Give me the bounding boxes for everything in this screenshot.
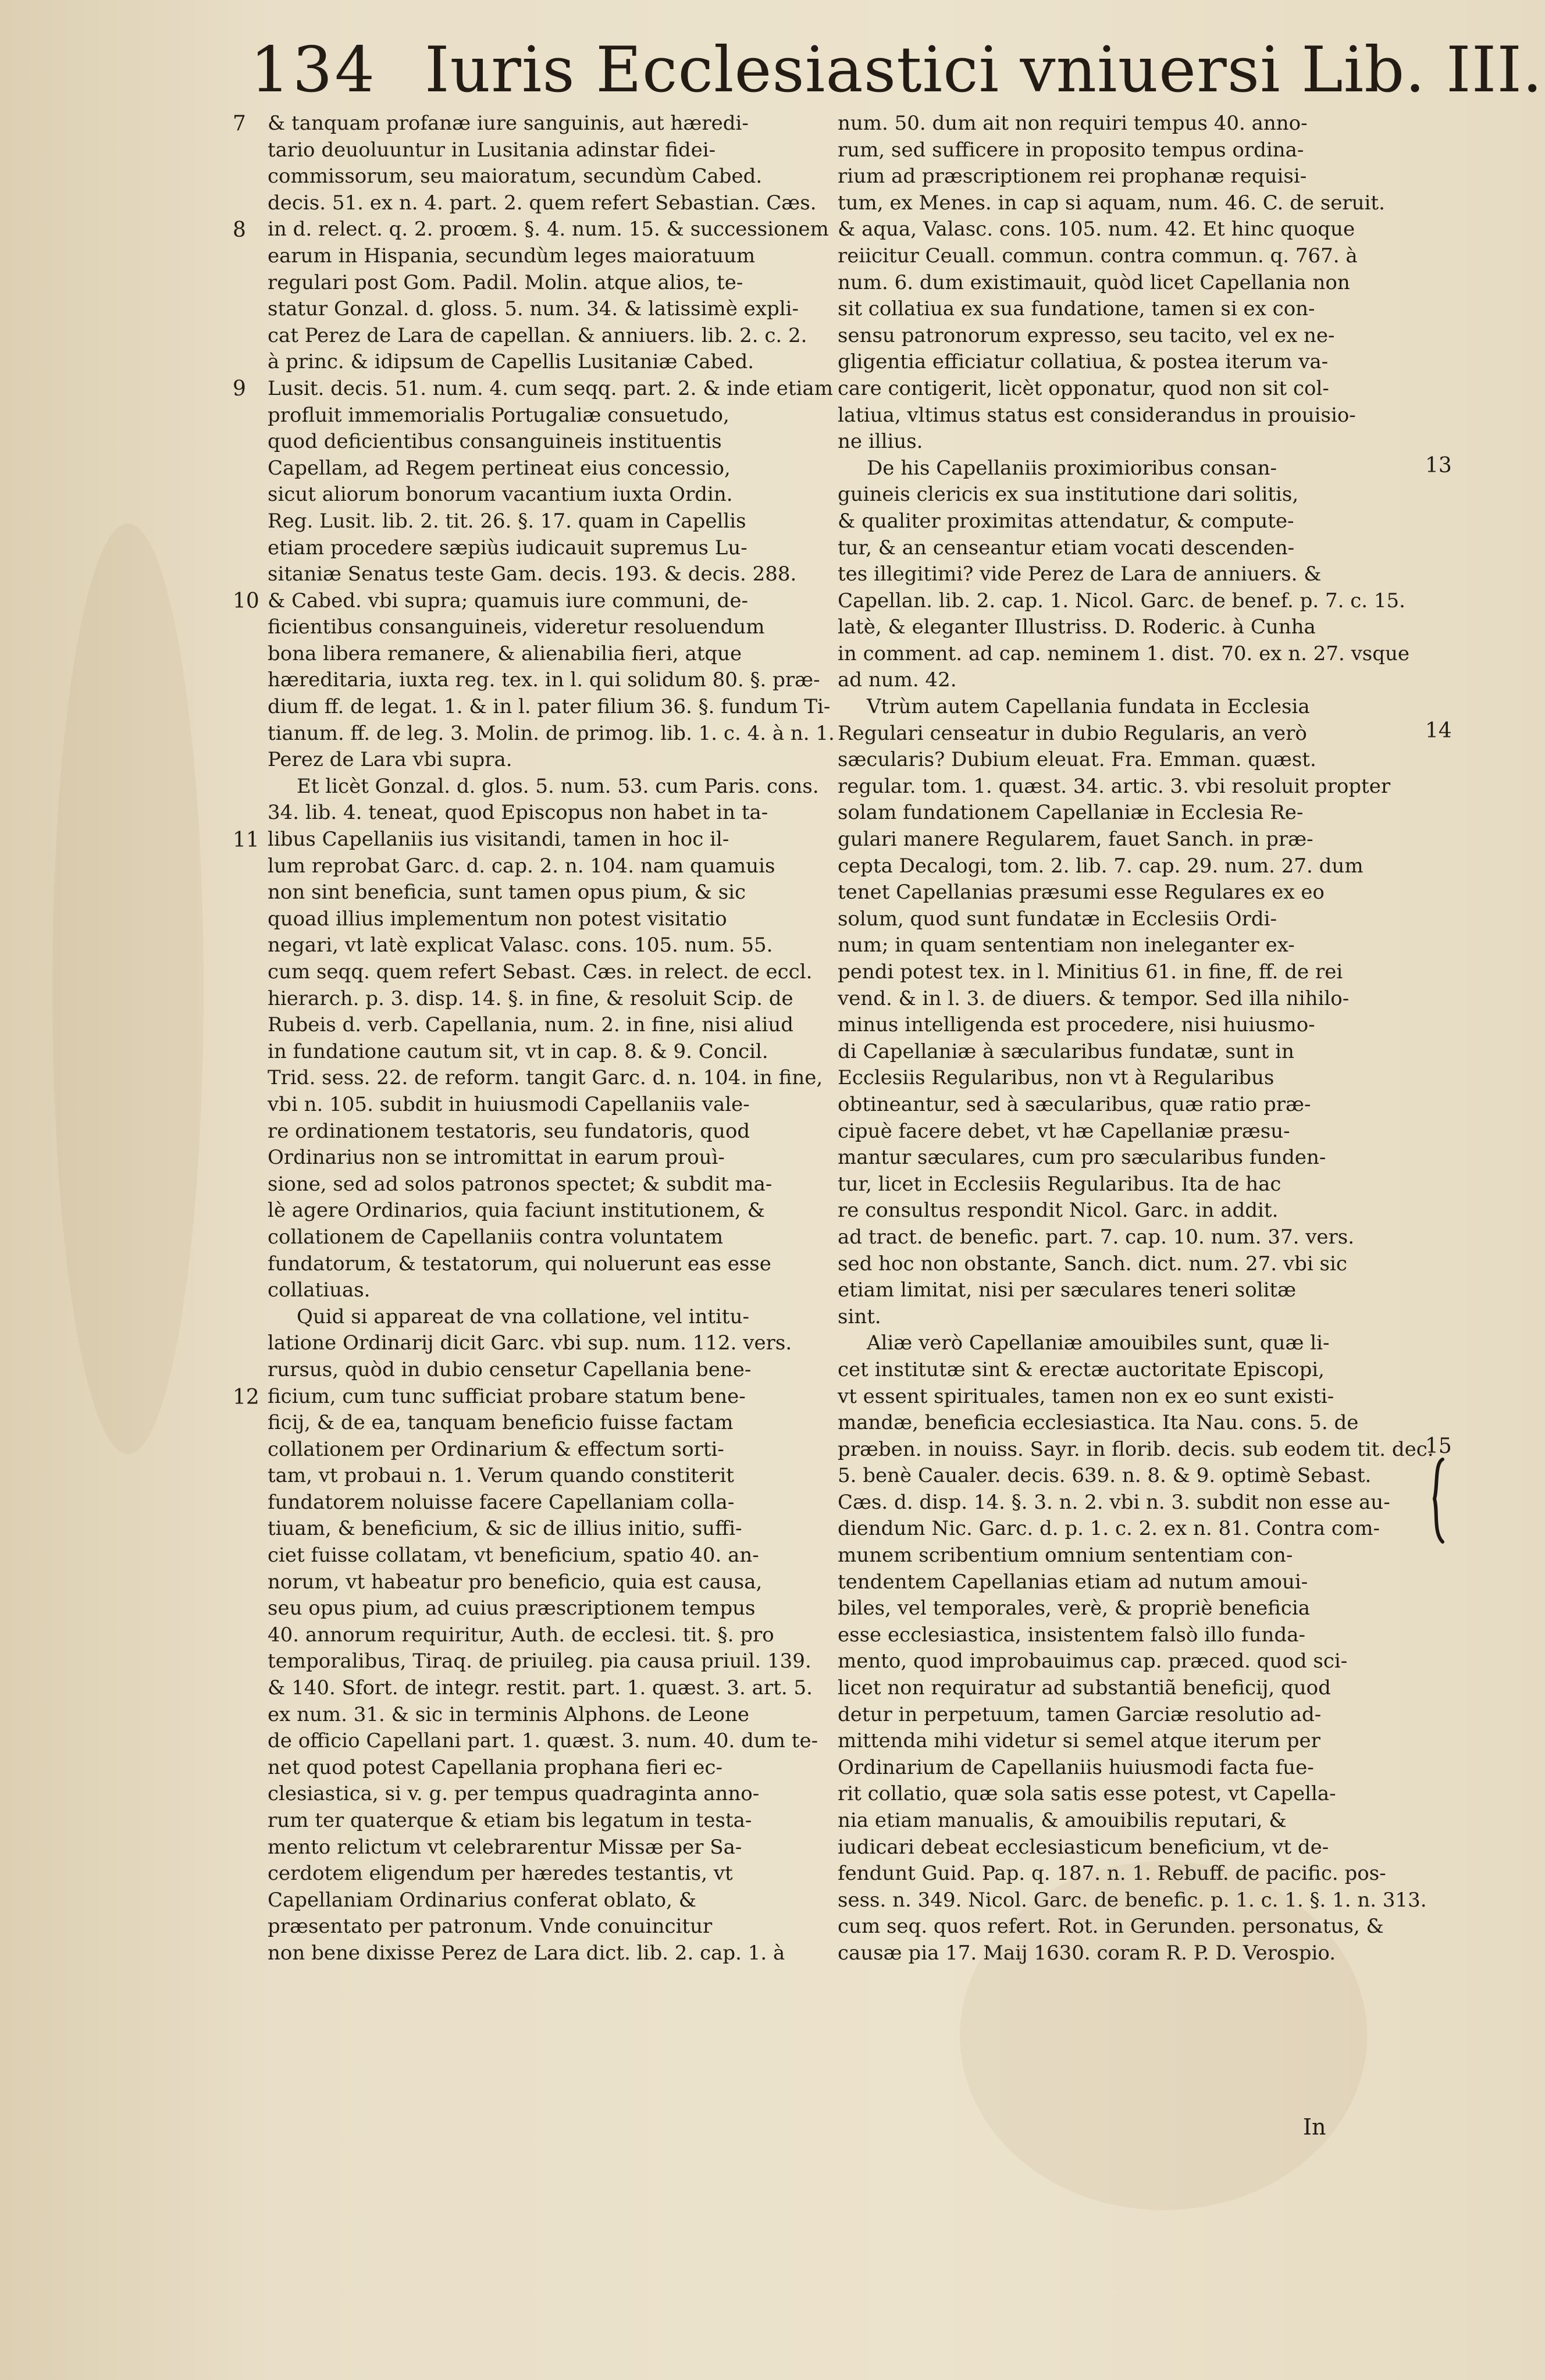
- text-line: mento, quod improbauimus cap. præced. quod sci-: [838, 1649, 1348, 1673]
- right-text-column: [838, 111, 1434, 1967]
- text-line: & aqua, Valasc. cons. 105. num. 42. Et hinc quoque: [838, 218, 1355, 241]
- text-line: esse ecclesiastica, insistentem falsò illo funda-: [838, 1623, 1305, 1647]
- text-line: sess. n. 349. Nicol. Garc. de benefic. p. 1. c. 1. §. 1. n. 313.: [838, 1888, 1427, 1912]
- text-line: De his Capellaniis proximioribus consan-: [867, 456, 1277, 480]
- text-line: fundatorum, & testatorum, qui noluerunt eas esse: [268, 1252, 771, 1275]
- text-line: vbi n. 105. subdit in huiusmodi Capellaniis vale-: [268, 1092, 750, 1116]
- text-line: statur Gonzal. d. gloss. 5. num. 34. & latissimè expli-: [268, 297, 799, 321]
- text-line: sione, sed ad solos patronos spectet; & subdit ma-: [268, 1172, 772, 1196]
- margin-number: 12: [233, 1385, 259, 1409]
- text-line: ciet fuisse collatam, vt beneficium, spatio 40. an-: [268, 1544, 759, 1567]
- text-line: gligentia efficiatur collatiua, & postea iterum va-: [838, 350, 1329, 374]
- text-line: cum seq. quos refert. Rot. in Gerunden. personatus, &: [838, 1915, 1384, 1939]
- text-line: 34. lib. 4. teneat, quod Episcopus non habet in ta-: [268, 801, 768, 825]
- text-line: mittenda mihi videtur si semel atque iterum per: [838, 1729, 1320, 1753]
- text-line: bona libera remanere, & alienabilia fieri, atque: [268, 642, 742, 665]
- margin-number: 8: [233, 218, 246, 242]
- text-line: biles, vel temporales, verè, & propriè beneficia: [838, 1597, 1311, 1620]
- text-line: Regulari censeatur in dubio Regularis, an verò: [838, 721, 1307, 745]
- text-line: de officio Capellani part. 1. quæst. 3. num. 40. dum te-: [268, 1729, 818, 1753]
- text-line: solam fundationem Capellaniæ in Ecclesia Re-: [838, 801, 1304, 825]
- text-line: Vtrùm autem Capellania fundata in Ecclesia: [867, 695, 1310, 719]
- text-line: cet institutæ sint & erectæ auctoritate Episcopi,: [838, 1358, 1325, 1381]
- text-line: net quod potest Capellania prophana fieri ec-: [268, 1755, 722, 1779]
- text-line: rium ad præscriptionem rei prophanæ requisi-: [838, 165, 1307, 188]
- text-line: nia etiam manualis, & amouibilis reputari, &: [838, 1809, 1287, 1832]
- text-line: & tanquam profanæ iure sanguinis, aut hæredi-: [268, 112, 749, 135]
- text-line: ad tract. de benefic. part. 7. cap. 10. num. 37. vers.: [838, 1225, 1355, 1249]
- text-line: fundatorem noluisse facere Capellaniam colla-: [268, 1490, 735, 1514]
- text-line: iudicari debeat ecclesiasticum beneficium, vt de-: [838, 1835, 1329, 1859]
- text-line: detur in perpetuum, tamen Garciæ resolutio ad-: [838, 1702, 1322, 1726]
- text-line: Ordinarius non se intromittat in earum prouì-: [268, 1146, 725, 1170]
- text-line: quoad illius implementum non potest visitatio: [268, 907, 727, 931]
- margin-number: 10: [233, 589, 259, 613]
- text-line: tario deuoluuntur in Lusitania adinstar fidei-: [268, 138, 716, 162]
- margin-number: 11: [233, 828, 259, 852]
- text-line: Quid si appareat de vna collatione, vel intitu-: [297, 1305, 749, 1328]
- text-line: seu opus pium, ad cuius præscriptionem tempus: [268, 1597, 756, 1620]
- text-line: earum in Hispania, secundùm leges maioratuum: [268, 244, 756, 268]
- text-line: in comment. ad cap. neminem 1. dist. 70. ex n. 27. vsque: [838, 642, 1410, 665]
- text-line: etiam procedere sæpiùs iudicauit supremus Lu-: [268, 536, 747, 560]
- text-line: tur, & an censeantur etiam vocati descenden-: [838, 536, 1295, 560]
- text-line: hierarch. p. 3. disp. 14. §. in fine, & resoluit Scip. de: [268, 986, 793, 1010]
- text-line: in d. relect. q. 2. proœm. §. 4. num. 15. & successionem: [268, 218, 829, 241]
- page-number: 134: [250, 34, 378, 106]
- text-line: Ordinarium de Capellaniis huiusmodi facta fue-: [838, 1755, 1314, 1779]
- text-line: commissorum, seu maioratum, secundùm Cabed.: [268, 165, 763, 188]
- text-line: sensu patronorum expresso, seu tacito, vel ex ne-: [838, 323, 1335, 347]
- text-line: Capellan. lib. 2. cap. 1. Nicol. Garc. de benef. p. 7. c. 15.: [838, 589, 1405, 612]
- text-line: Capellaniam Ordinarius conferat oblato, &: [268, 1888, 696, 1912]
- text-line: Lusit. decis. 51. num. 4. cum seqq. part. 2. & inde etiam: [268, 376, 833, 400]
- text-line: 40. annorum requiritur, Auth. de ecclesi. tit. §. pro: [268, 1623, 774, 1647]
- text-line: diendum Nic. Garc. d. p. 1. c. 2. ex n. 81. Contra com-: [838, 1517, 1380, 1541]
- text-line: ex num. 31. & sic in terminis Alphons. de Leone: [268, 1702, 750, 1726]
- text-line: care contigerit, licèt opponatur, quod non sit col-: [838, 376, 1329, 400]
- text-line: etiam limitat, nisi per sæculares teneri solitæ: [838, 1278, 1297, 1302]
- text-line: norum, vt habeatur pro beneficio, quia est causa,: [268, 1570, 763, 1594]
- text-line: solum, quod sunt fundatæ in Ecclesiis Ordi-: [838, 907, 1277, 931]
- text-line: ficium, cum tunc sufficiat probare statum bene-: [268, 1384, 746, 1408]
- text-line: præben. in nouiss. Sayr. in florib. decis. sub eodem tit. dec.: [838, 1437, 1434, 1461]
- text-line: Cæs. d. disp. 14. §. 3. n. 2. vbi n. 3. subdit non esse au-: [838, 1490, 1390, 1514]
- text-line: negari, vt latè explicat Valasc. cons. 105. num. 55.: [268, 934, 773, 957]
- text-line: tianum. ff. de leg. 3. Molin. de primog. lib. 1. c. 4. à n. 1.: [268, 721, 835, 745]
- text-line: cat Perez de Lara de capellan. & anniuers. lib. 2. c. 2.: [268, 323, 807, 347]
- paper-stain: [52, 523, 204, 1454]
- text-line: sint.: [838, 1305, 881, 1328]
- text-line: sed hoc non obstante, Sanch. dict. num. 27. vbi sic: [838, 1252, 1347, 1275]
- text-line: mento relictum vt celebrarentur Missæ per Sa-: [268, 1835, 742, 1859]
- text-line: licet non requiratur ad substantiã beneficij, quod: [838, 1676, 1331, 1700]
- margin-number: 13: [1425, 454, 1452, 478]
- text-line: & qualiter proximitas attendatur, & compute-: [838, 509, 1294, 533]
- text-line: re consultus respondit Nicol. Garc. in addit.: [838, 1199, 1279, 1223]
- text-line: cepta Decalogi, tom. 2. lib. 7. cap. 29. num. 27. dum: [838, 854, 1364, 878]
- text-line: quod deficientibus consanguineis instituentis: [268, 430, 722, 454]
- text-line: num; in quam sententiam non ineleganter ex-: [838, 934, 1295, 957]
- text-line: hæreditaria, iuxta reg. tex. in l. qui solidum 80. §. præ-: [268, 668, 820, 692]
- margin-number: 9: [233, 377, 246, 401]
- text-line: cum seqq. quem refert Sebast. Cæs. in relect. de eccl.: [268, 960, 813, 984]
- text-line: à princ. & idipsum de Capellis Lusitaniæ Cabed.: [268, 350, 754, 374]
- text-line: Perez de Lara vbi supra.: [268, 748, 512, 772]
- text-line: num. 6. dum existimauit, quòd licet Capellania non: [838, 270, 1350, 294]
- text-line: regular. tom. 1. quæst. 34. artic. 3. vbi resoluit propter: [838, 774, 1391, 798]
- text-line: tendentem Capellanias etiam ad nutum amoui-: [838, 1570, 1308, 1594]
- text-line: tenet Capellanias præsumi esse Regulares ex eo: [838, 881, 1325, 904]
- text-line: vt essent spirituales, tamen non ex eo sunt existi-: [838, 1384, 1334, 1408]
- text-line: vend. & in l. 3. de diuers. & tempor. Sed illa nihilo-: [838, 986, 1350, 1010]
- margin-number: 14: [1425, 719, 1452, 743]
- left-text-column: [268, 111, 838, 1967]
- text-line: latione Ordinarij dicit Garc. vbi sup. num. 112. vers.: [268, 1331, 792, 1355]
- text-line: tum, ex Menes. in cap si aquam, num. 46. C. de seruit.: [838, 191, 1385, 215]
- text-line: latè, & eleganter Illustriss. D. Roderic. à Cunha: [838, 615, 1316, 639]
- page-header: [250, 23, 1543, 111]
- text-line: Trid. sess. 22. de reform. tangit Garc. d. n. 104. in fine,: [268, 1066, 823, 1090]
- text-line: ficij, & de ea, tanquam beneficio fuisse factam: [268, 1411, 734, 1435]
- text-line: rit collatio, quæ sola satis esse potest, vt Capella-: [838, 1782, 1336, 1806]
- text-line: sicut aliorum bonorum vacantium iuxta Ordin.: [268, 483, 733, 507]
- text-line: Rubeis d. verb. Capellania, num. 2. in fine, nisi aliud: [268, 1013, 794, 1037]
- text-line: Capellam, ad Regem pertineat eius concessio,: [268, 456, 731, 480]
- text-line: rursus, quòd in dubio censetur Capellania bene-: [268, 1358, 752, 1381]
- text-line: præsentato per patronum. Vnde conuincitur: [268, 1915, 713, 1939]
- text-line: & 140. Sfort. de integr. restit. part. 1. quæst. 3. art. 5.: [268, 1676, 813, 1700]
- text-line: ficientibus consanguineis, videretur resoluendum: [268, 615, 765, 639]
- text-line: & Cabed. vbi supra; quamuis iure communi, de-: [268, 589, 748, 612]
- text-line: rum, sed sufficere in proposito tempus ordina-: [838, 138, 1304, 162]
- text-line: tes illegitimi? vide Perez de Lara de anniuers. &: [838, 562, 1322, 586]
- text-line: mantur sæculares, cum pro sæcularibus funden-: [838, 1146, 1326, 1170]
- text-line: tur, licet in Ecclesiis Regularibus. Ita de hac: [838, 1172, 1281, 1196]
- text-line: ne illius.: [838, 430, 923, 454]
- catchword: In: [1303, 2114, 1326, 2140]
- text-line: ad num. 42.: [838, 668, 957, 692]
- text-line: obtineantur, sed à sæcularibus, quæ ratio præ-: [838, 1092, 1311, 1116]
- text-line: rum ter quaterque & etiam bis legatum in testa-: [268, 1809, 752, 1832]
- text-line: tam, vt probaui n. 1. Verum quando constiterit: [268, 1464, 734, 1488]
- text-line: cipuè facere debet, vt hæ Capellaniæ præsu-: [838, 1119, 1290, 1143]
- text-line: dium ff. de legat. 1. & in l. pater filium 36. §. fundum Ti-: [268, 695, 831, 719]
- text-line: causæ pia 17. Maij 1630. coram R. P. D. Verospio.: [838, 1941, 1336, 1965]
- text-line: Et licèt Gonzal. d. glos. 5. num. 53. cum Paris. cons.: [297, 774, 819, 798]
- text-line: collationem de Capellaniis contra voluntatem: [268, 1225, 724, 1249]
- text-line: guineis clericis ex sua institutione dari solitis,: [838, 483, 1299, 507]
- text-line: non bene dixisse Perez de Lara dict. lib. 2. cap. 1. à: [268, 1941, 785, 1965]
- text-line: minus intelligenda est procedere, nisi huiusmo-: [838, 1013, 1315, 1037]
- text-line: reiicitur Ceuall. commun. contra commun. q. 767. à: [838, 244, 1358, 268]
- text-line: sæcularis? Dubium eleuat. Fra. Emman. quæst.: [838, 748, 1316, 772]
- text-line: cerdotem eligendum per hæredes testantis, vt: [268, 1862, 733, 1886]
- text-line: re ordinationem testatoris, seu fundatoris, quod: [268, 1119, 750, 1143]
- text-line: collatiuas.: [268, 1278, 371, 1302]
- text-line: di Capellaniæ à sæcularibus fundatæ, sunt in: [838, 1039, 1294, 1063]
- text-line: libus Capellaniis ius visitandi, tamen in hoc il-: [268, 828, 729, 851]
- text-line: Ecclesiis Regularibus, non vt à Regularibus: [838, 1066, 1275, 1090]
- text-line: lum reprobat Garc. d. cap. 2. n. 104. nam quamuis: [268, 854, 775, 878]
- text-line: clesiastica, si v. g. per tempus quadraginta anno-: [268, 1782, 760, 1806]
- text-line: tiuam, & beneficium, & sic de illius initio, suffi-: [268, 1517, 742, 1541]
- handwritten-bracket-mark: [1430, 1457, 1448, 1544]
- text-line: temporalibus, Tiraq. de priuileg. pia causa priuil. 139.: [268, 1649, 811, 1673]
- text-line: in fundatione cautum sit, vt in cap. 8. & 9. Concil.: [268, 1039, 768, 1063]
- text-line: sit collatiua ex sua fundatione, tamen si ex con-: [838, 297, 1315, 321]
- text-line: latiua, vltimus status est considerandus in prouisio-: [838, 403, 1356, 427]
- text-line: mandæ, beneficia ecclesiastica. Ita Nau. cons. 5. de: [838, 1411, 1359, 1435]
- margin-number: 15: [1425, 1434, 1452, 1458]
- margin-number: 7: [233, 112, 246, 136]
- text-line: collationem per Ordinarium & effectum sorti-: [268, 1437, 724, 1461]
- text-line: sitaniæ Senatus teste Gam. decis. 193. & decis. 288.: [268, 562, 797, 586]
- text-line: munem scribentium omnium sententiam con-: [838, 1544, 1293, 1567]
- text-line: regulari post Gom. Padil. Molin. atque alios, te-: [268, 270, 743, 294]
- text-line: fendunt Guid. Pap. q. 187. n. 1. Rebuff. de pacific. pos-: [838, 1862, 1386, 1886]
- text-line: 5. benè Caualer. decis. 639. n. 8. & 9. optimè Sebast.: [838, 1464, 1372, 1488]
- text-line: lè agere Ordinarios, quia faciunt institutionem, &: [268, 1199, 765, 1223]
- text-line: decis. 51. ex n. 4. part. 2. quem refert Sebastian. Cæs.: [268, 191, 817, 215]
- text-line: gulari manere Regularem, fauet Sanch. in præ-: [838, 828, 1313, 851]
- text-line: Aliæ verò Capellaniæ amouibiles sunt, quæ li-: [867, 1331, 1330, 1355]
- text-line: Reg. Lusit. lib. 2. tit. 26. §. 17. quam in Capellis: [268, 509, 746, 533]
- text-line: num. 50. dum ait non requiri tempus 40. anno-: [838, 112, 1308, 135]
- text-line: pendi potest tex. in l. Minitius 61. in fine, ff. de rei: [838, 960, 1343, 984]
- running-title: Iuris Ecclesiastici vniuersi Lib. III.: [425, 34, 1543, 106]
- text-line: profluit immemorialis Portugaliæ consuetudo,: [268, 403, 729, 427]
- text-line: non sint beneficia, sunt tamen opus pium, & sic: [268, 881, 746, 904]
